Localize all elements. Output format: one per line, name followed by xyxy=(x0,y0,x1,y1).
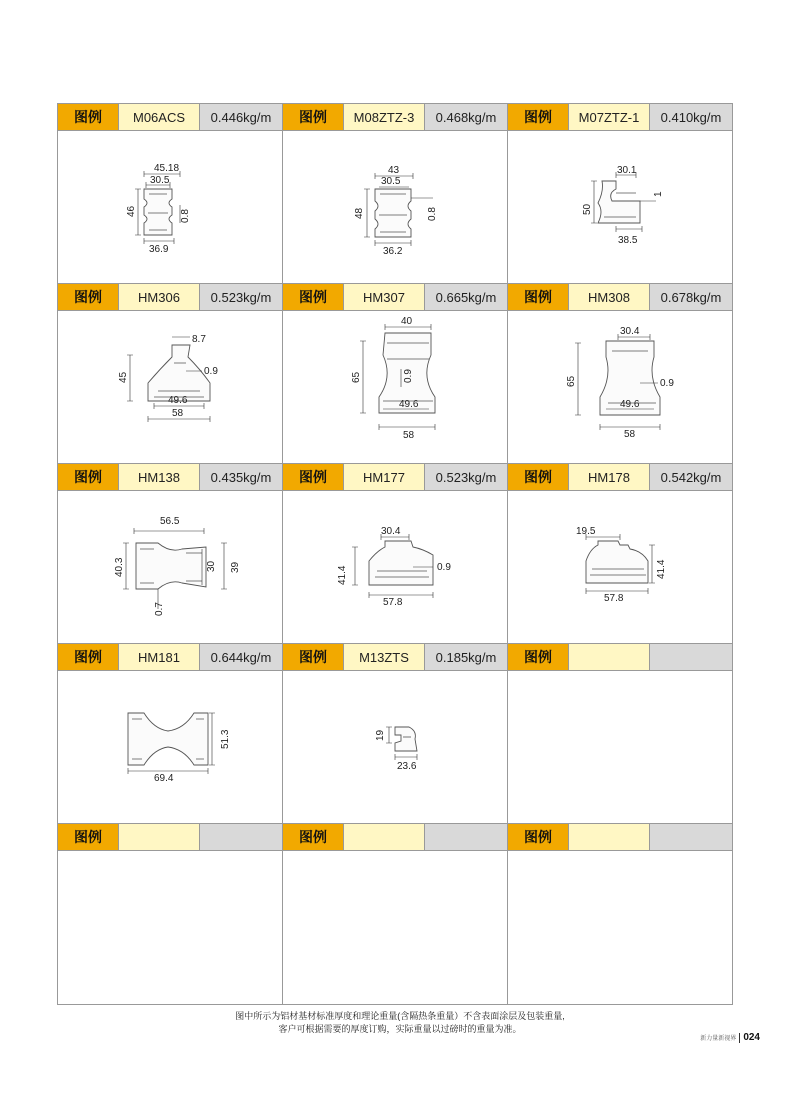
page-footer xyxy=(700,1032,760,1043)
profile-code: HM177 xyxy=(344,464,425,490)
legend-label: 图例 xyxy=(58,464,119,490)
profile-cell xyxy=(283,104,508,284)
profile-drawing xyxy=(283,131,507,283)
profile-weight: 0.644kg/m xyxy=(200,644,282,670)
profile-code: M07ZTZ-1 xyxy=(569,104,650,130)
cell-header xyxy=(508,104,732,131)
dim-height-right: 39 xyxy=(230,561,241,573)
profile-cell xyxy=(283,284,508,464)
dim-base: 36.2 xyxy=(383,246,403,257)
profile-code: M13ZTS xyxy=(344,644,425,670)
legend-label: 图例 xyxy=(283,284,344,310)
profile-drawing xyxy=(58,311,282,463)
profile-cell xyxy=(283,464,508,644)
legend-label: 图例 xyxy=(283,104,344,130)
footnote xyxy=(0,1010,800,1036)
profile-cell xyxy=(58,284,283,464)
dim-height: 45 xyxy=(118,371,129,383)
profile-cell-empty xyxy=(283,824,508,1004)
profile-drawing xyxy=(508,491,732,643)
dim-height: 51.3 xyxy=(220,729,231,749)
dim-base: 36.9 xyxy=(149,244,169,255)
cell-header xyxy=(283,644,507,671)
profile-cell xyxy=(58,464,283,644)
dim-top: 30.4 xyxy=(620,326,640,337)
dim-height: 65 xyxy=(351,371,362,383)
profile-drawing xyxy=(58,131,282,283)
footer-brand: 新力量新视界 xyxy=(700,1036,737,1042)
profile-code: HM178 xyxy=(569,464,650,490)
profile-cell xyxy=(58,104,283,284)
profile-code: HM181 xyxy=(119,644,200,670)
cell-header xyxy=(283,104,507,131)
cell-header xyxy=(58,464,282,491)
profile-weight: 0.185kg/m xyxy=(425,644,507,670)
legend-label: 图例 xyxy=(508,104,569,130)
dim-height: 46 xyxy=(126,205,137,217)
footer-divider xyxy=(739,1033,740,1043)
dim-base: 58 xyxy=(403,430,415,441)
dim-wall: 0.8 xyxy=(427,207,438,221)
dim-width: 45.18 xyxy=(154,163,180,174)
dim-width: 69.4 xyxy=(154,773,174,784)
profile-weight: 0.435kg/m xyxy=(200,464,282,490)
profile-weight: 0.665kg/m xyxy=(425,284,507,310)
profile-code xyxy=(569,644,650,670)
dim-slot: 8.7 xyxy=(192,334,206,345)
dim-height: 50 xyxy=(582,203,593,215)
profile-cell-empty xyxy=(508,644,732,824)
profile-code xyxy=(119,824,200,850)
dim-wall: 0.9 xyxy=(660,378,674,389)
cell-header xyxy=(283,284,507,311)
dim-inner: 49.6 xyxy=(168,395,188,406)
dim-wall: 0.8 xyxy=(180,209,191,223)
dim-inner: 30.5 xyxy=(150,175,170,186)
profile-code: HM307 xyxy=(344,284,425,310)
profile-weight xyxy=(650,644,732,670)
dim-width: 23.6 xyxy=(397,761,417,772)
profile-drawing xyxy=(58,671,282,823)
legend-label: 图例 xyxy=(58,104,119,130)
legend-label: 图例 xyxy=(283,464,344,490)
profile-code: M06ACS xyxy=(119,104,200,130)
profile-weight: 0.446kg/m xyxy=(200,104,282,130)
dim-wall: 1 xyxy=(653,191,664,197)
profile-weight: 0.542kg/m xyxy=(650,464,732,490)
dim-height: 19 xyxy=(375,729,386,741)
profile-code xyxy=(569,824,650,850)
dim-base: 57.8 xyxy=(604,593,624,604)
dim-base: 58 xyxy=(172,408,184,419)
legend-label: 图例 xyxy=(283,824,344,850)
profile-weight xyxy=(650,824,732,850)
dim-width: 43 xyxy=(388,165,400,176)
dim-height: 41.4 xyxy=(656,559,667,579)
dim-height: 48 xyxy=(354,207,365,219)
dim-wall: 0.7 xyxy=(154,602,165,616)
profile-code: HM138 xyxy=(119,464,200,490)
dim-top: 40 xyxy=(401,316,413,327)
profile-cell xyxy=(58,644,283,824)
profile-drawing xyxy=(283,491,507,643)
profile-weight: 0.523kg/m xyxy=(425,464,507,490)
dim-top: 19.5 xyxy=(576,526,596,537)
profile-weight: 0.468kg/m xyxy=(425,104,507,130)
profile-catalog-grid xyxy=(57,103,733,1005)
cell-header xyxy=(58,284,282,311)
legend-label: 图例 xyxy=(58,644,119,670)
legend-label: 图例 xyxy=(58,824,119,850)
profile-cell xyxy=(283,644,508,824)
legend-label: 图例 xyxy=(508,284,569,310)
legend-label: 图例 xyxy=(508,644,569,670)
profile-drawing xyxy=(508,311,732,463)
dim-base: 57.8 xyxy=(383,597,403,608)
profile-weight: 0.523kg/m xyxy=(200,284,282,310)
profile-weight: 0.410kg/m xyxy=(650,104,732,130)
cell-header xyxy=(508,284,732,311)
legend-label: 图例 xyxy=(508,824,569,850)
cell-header xyxy=(58,644,282,671)
dim-top: 30.4 xyxy=(381,526,401,537)
dim-wall: 0.9 xyxy=(403,369,414,383)
legend-label: 图例 xyxy=(58,284,119,310)
cell-header xyxy=(283,824,507,851)
legend-label: 图例 xyxy=(283,644,344,670)
cell-header xyxy=(508,464,732,491)
profile-weight xyxy=(200,824,282,850)
profile-cell-empty xyxy=(508,824,732,1004)
profile-weight: 0.678kg/m xyxy=(650,284,732,310)
dim-height: 65 xyxy=(566,375,577,387)
legend-label: 图例 xyxy=(508,464,569,490)
profile-cell xyxy=(508,104,732,284)
footnote-line-2: 客户可根据需要的厚度订购，实际重量以过磅时的重量为准。 xyxy=(278,1024,522,1034)
profile-cell xyxy=(508,284,732,464)
dim-inner: 30 xyxy=(206,560,217,572)
cell-header xyxy=(58,824,282,851)
profile-drawing xyxy=(283,311,507,463)
profile-drawing xyxy=(283,671,507,823)
profile-cell-empty xyxy=(58,824,283,1004)
cell-header xyxy=(283,464,507,491)
dim-wall: 0.9 xyxy=(204,366,218,377)
dim-base: 58 xyxy=(624,429,636,440)
dim-base: 38.5 xyxy=(618,235,638,246)
cell-header xyxy=(508,824,732,851)
dim-inner: 30.5 xyxy=(381,176,401,187)
footnote-line-1: 图中所示为铝材基材标准厚度和理论重量(含隔热条重量）不含表面涂层及包装重量, xyxy=(235,1011,565,1021)
profile-drawing xyxy=(508,131,732,283)
dim-height: 41.4 xyxy=(337,565,348,585)
cell-header xyxy=(508,644,732,671)
dim-height-left: 40.3 xyxy=(114,557,125,577)
profile-cell xyxy=(508,464,732,644)
profile-weight xyxy=(425,824,507,850)
profile-code xyxy=(344,824,425,850)
cell-header xyxy=(58,104,282,131)
profile-drawing xyxy=(58,491,282,643)
profile-code: HM306 xyxy=(119,284,200,310)
page-number: 024 xyxy=(743,1032,760,1043)
dim-inner: 49.6 xyxy=(399,399,419,410)
dim-inner: 49.6 xyxy=(620,399,640,410)
profile-code: M08ZTZ-3 xyxy=(344,104,425,130)
dim-top: 30.1 xyxy=(617,165,637,176)
profile-code: HM308 xyxy=(569,284,650,310)
dim-width: 56.5 xyxy=(160,516,180,527)
dim-wall: 0.9 xyxy=(437,562,451,573)
